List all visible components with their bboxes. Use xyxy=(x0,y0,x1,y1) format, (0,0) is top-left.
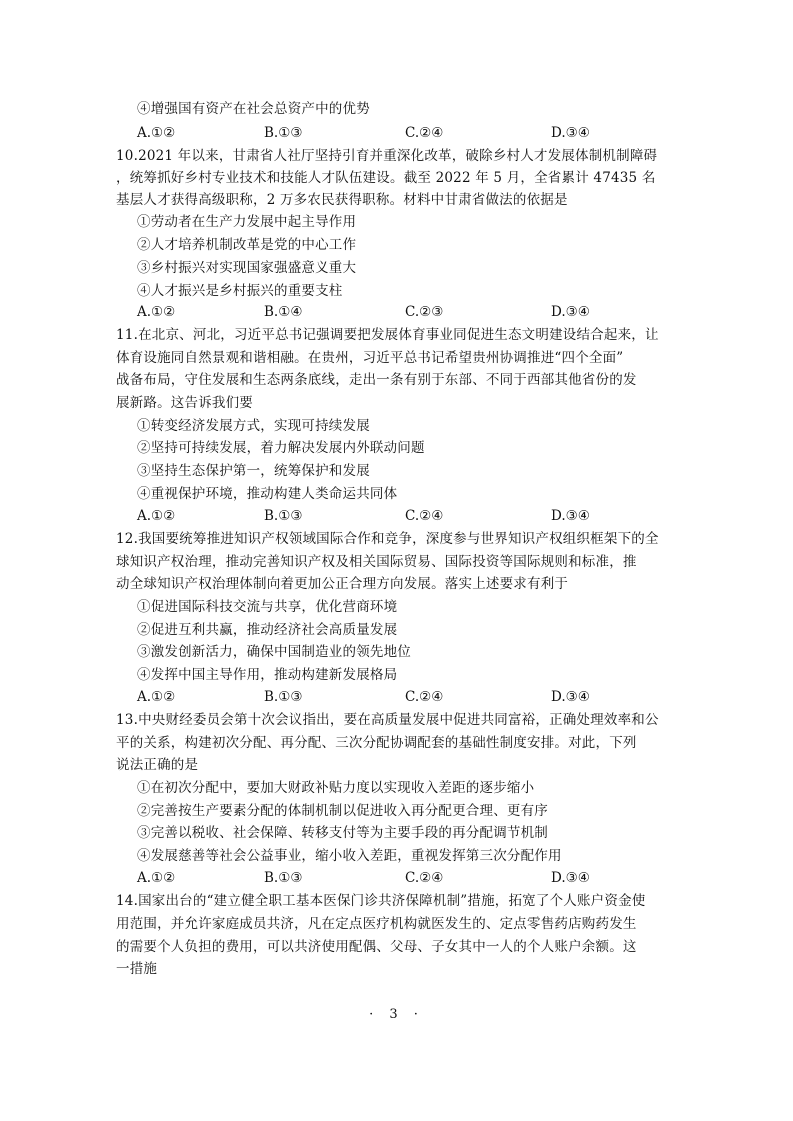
option-line: ①转变经济发展方式，实现可持续发展 xyxy=(137,418,370,434)
choice-d: D.③④ xyxy=(551,304,590,320)
question-10-stem: 基层人才获得高级职称，2 万多农民获得职称。材料中甘肃省做法的依据是 xyxy=(116,192,568,208)
option-line: ②促进互利共赢，推动经济社会高质量发展 xyxy=(137,622,398,638)
option-line: ④发挥中国主导作用，推动构建新发展格局 xyxy=(137,667,398,683)
choice-b: B.①③ xyxy=(264,508,303,524)
choice-a: A.①② xyxy=(137,870,176,886)
option-line: ②坚持可持续发展，着力解决发展内外联动问题 xyxy=(137,440,425,456)
option-line: ②人才培养机制改革是党的中心工作 xyxy=(137,237,357,253)
question-13-stem: 平的关系，构建初次分配、再分配、三次分配协调配套的基础性制度安排。对此，下列 xyxy=(116,735,637,751)
choice-a: A.①② xyxy=(137,508,176,524)
option-line: ③激发创新活力，确保中国制造业的领先地位 xyxy=(137,644,411,660)
option-line: ③完善以税收、社会保障、转移支付等为主要手段的再分配调节机制 xyxy=(137,825,548,841)
option-line: ④重视保护环境，推动构建人类命运共同体 xyxy=(137,486,398,502)
choice-a: A.①② xyxy=(137,125,176,141)
option-line: ④发展慈善等社会公益事业，缩小收入差距，重视发挥第三次分配作用 xyxy=(137,848,562,864)
question-12-stem: 球知识产权治理，推动完善知识产权及相关国际贸易、国际投资等国际规则和标准，推 xyxy=(116,554,637,570)
choice-b: B.①③ xyxy=(264,125,303,141)
question-14-stem: 一措施 xyxy=(116,961,158,977)
question-10-stem: ，统筹抓好乡村专业技术和技能人才队伍建设。截至 2022 年 5 月，全省累计 47435 名 xyxy=(116,170,656,186)
page-number: · 3 · xyxy=(369,1007,424,1022)
choice-d: D.③④ xyxy=(551,508,590,524)
choice-b: B.①③ xyxy=(264,870,303,886)
choice-c: C.②③ xyxy=(405,304,444,320)
question-10-stem: 10.2021 年以来，甘肃省人社厅坚持引育并重深化改革，破除乡村人才发展体制机制障碍 xyxy=(116,148,658,164)
option-line: ①促进国际科技交流与共享，优化营商环境 xyxy=(137,599,398,615)
question-14-stem: 14.国家出台的“建立健全职工基本医保门诊共济保障机制”措施，拓宽了个人账户资金使 xyxy=(116,893,646,909)
question-13-stem: 13.中央财经委员会第十次会议指出，要在高质量发展中促进共同富裕，正确处理效率和公 xyxy=(116,712,659,728)
question-11-stem: 战备布局，守住发展和生态两条底线，走出一条有别于东部、不同于西部其他省份的发 xyxy=(116,372,637,388)
choice-d: D.③④ xyxy=(551,689,590,705)
question-12-stem: 12.我国要统筹推进知识产权领域国际合作和竞争，深度参与世界知识产权组织框架下的全 xyxy=(116,531,659,547)
option-line: ④人才振兴是乡村振兴的重要支柱 xyxy=(137,283,343,299)
choice-d: D.③④ xyxy=(551,870,590,886)
option-line: ①在初次分配中，要加大财政补贴力度以实现收入差距的逐步缩小 xyxy=(137,780,535,796)
choice-c: C.②④ xyxy=(405,689,444,705)
choice-d: D.③④ xyxy=(551,125,590,141)
choice-a: A.①② xyxy=(137,304,176,320)
question-11-stem: 11.在北京、河北，习近平总书记强调要把发展体育事业同促进生态文明建设结合起来，让 xyxy=(116,327,659,343)
option-line: ③坚持生态保护第一，统筹保护和发展 xyxy=(137,463,370,479)
question-11-stem: 展新路。这告诉我们要 xyxy=(116,395,253,411)
choice-c: C.②④ xyxy=(405,870,444,886)
choice-c: C.②④ xyxy=(405,508,444,524)
option-line: ②完善按生产要素分配的体制机制以促进收入再分配更合理、更有序 xyxy=(137,803,548,819)
question-14-stem: 用范围，并允许家庭成员共济，凡在定点医疗机构就医发生的、定点零售药店购药发生 xyxy=(116,916,637,932)
option-line: ④增强国有资产在社会总资产中的优势 xyxy=(137,101,370,117)
choice-b: B.①③ xyxy=(264,689,303,705)
question-14-stem: 的需要个人负担的费用，可以共济使用配偶、父母、子女其中一人的个人账户余额。这 xyxy=(116,939,637,955)
question-11-stem: 体育设施同自然景观和谐相融。在贵州，习近平总书记希望贵州协调推进“四个全面” xyxy=(116,350,624,366)
choice-a: A.①② xyxy=(137,689,176,705)
choice-c: C.②④ xyxy=(405,125,444,141)
question-13-stem: 说法正确的是 xyxy=(116,757,199,773)
question-12-stem: 动全球知识产权治理体制向着更加公正合理方向发展。落实上述要求有利于 xyxy=(116,576,569,592)
choice-b: B.①④ xyxy=(264,304,303,320)
option-line: ③乡村振兴对实现国家强盛意义重大 xyxy=(137,260,357,276)
option-line: ①劳动者在生产力发展中起主导作用 xyxy=(137,214,357,230)
